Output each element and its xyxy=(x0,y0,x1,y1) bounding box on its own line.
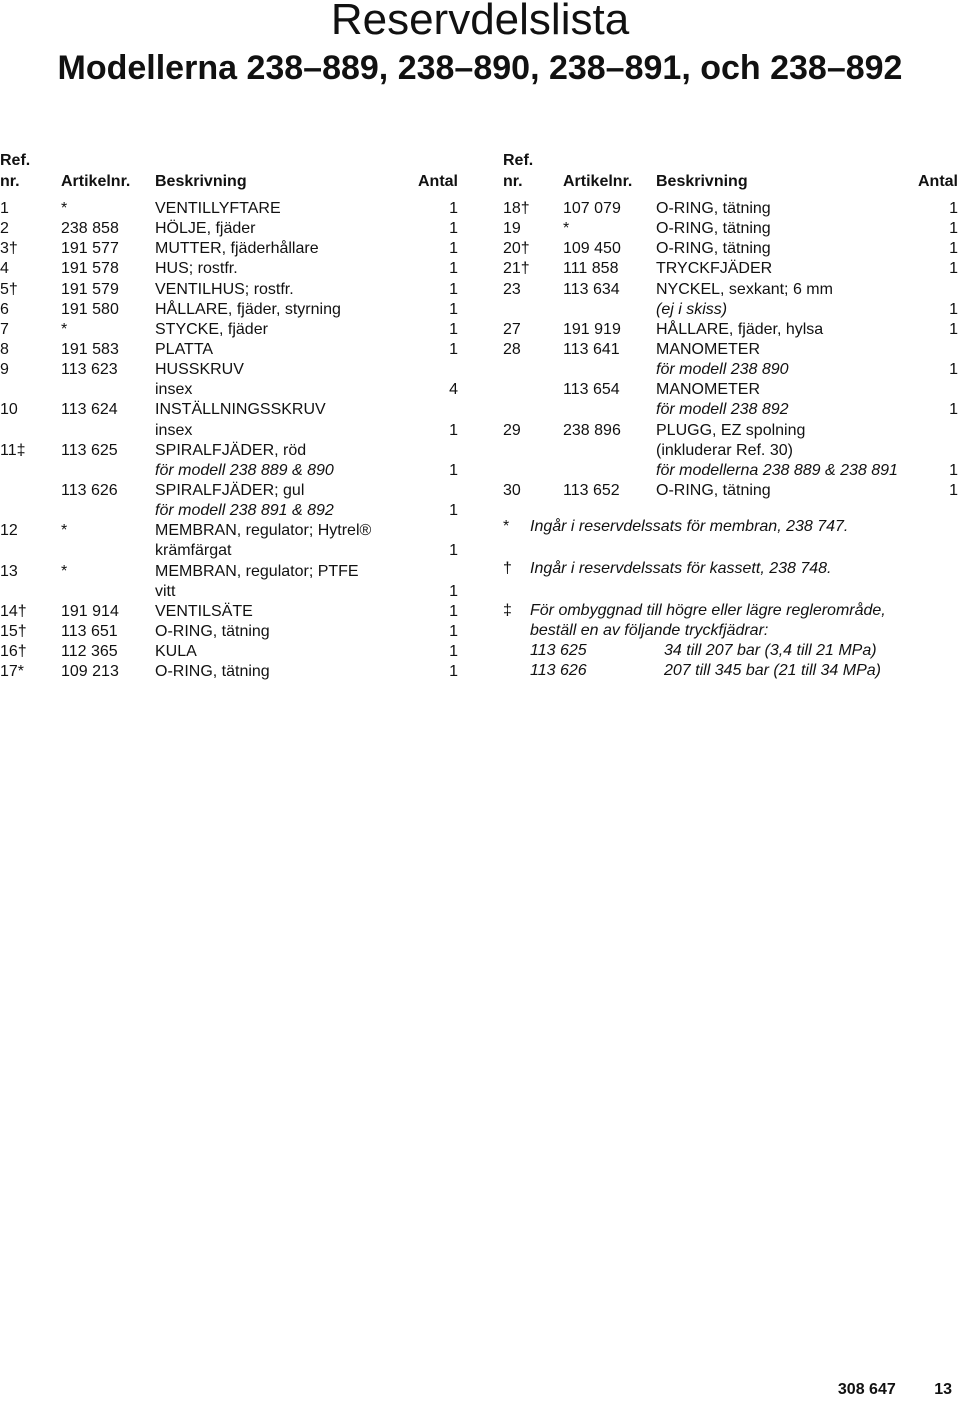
quantity-cell: 1 xyxy=(449,220,458,238)
ref-cell: 10 xyxy=(0,401,18,419)
description-cell: HUS; rostfr. xyxy=(155,260,238,278)
document-number: 308 647 xyxy=(837,1381,896,1398)
quantity-cell: 1 xyxy=(449,602,458,620)
article-number-cell: 113 652 xyxy=(563,481,620,499)
article-number-cell: * xyxy=(61,200,68,217)
article-number-cell: 109 213 xyxy=(61,663,119,681)
ref-cell: 20† xyxy=(503,240,530,258)
ref-cell: 11‡ xyxy=(0,441,26,459)
header-art: Artikelnr. xyxy=(61,173,131,190)
header-ref: Ref. xyxy=(503,152,534,169)
table-row xyxy=(503,239,960,259)
article-number-cell: 111 858 xyxy=(563,260,619,278)
article-number-cell: 113 624 xyxy=(61,401,118,419)
quantity-cell: 4 xyxy=(449,381,458,399)
article-number-cell: 191 914 xyxy=(61,602,119,620)
article-number-cell: 113 625 xyxy=(61,441,118,459)
table-row xyxy=(0,259,462,279)
description-cell: VENTILHUS; rostfr. xyxy=(155,280,294,298)
description-cell: SPIRALFJÄDER; gul xyxy=(155,481,305,499)
table-row xyxy=(503,320,960,340)
ref-cell: 3† xyxy=(0,240,18,258)
table-row xyxy=(0,421,462,441)
table-row xyxy=(503,421,960,441)
page-number: 13 xyxy=(934,1381,952,1398)
article-number-cell: 113 626 xyxy=(61,481,118,499)
quantity-cell: 1 xyxy=(949,260,958,278)
description-cell: MUTTER, fjäderhållare xyxy=(155,240,319,258)
description-cell: för modell 238 892 xyxy=(656,401,789,419)
ref-cell: 27 xyxy=(503,320,521,338)
description-cell: HÅLLARE, fjäder, hylsa xyxy=(656,320,824,338)
table-row xyxy=(0,441,462,461)
description-cell: HÅLLARE, fjäder, styrning xyxy=(155,300,341,318)
table-row xyxy=(0,461,462,481)
quantity-cell: 1 xyxy=(949,300,958,318)
table-row xyxy=(0,622,462,642)
table-row xyxy=(0,300,462,320)
description-cell: O-RING, tätning xyxy=(656,220,771,238)
description-cell: O-RING, tätning xyxy=(155,663,270,681)
description-cell: VENTILLYFTARE xyxy=(155,200,281,217)
ref-cell: 5† xyxy=(0,280,18,298)
description-cell: O-RING, tätning xyxy=(656,200,771,217)
quantity-cell: 1 xyxy=(949,361,958,379)
table-row xyxy=(0,562,462,582)
article-number-cell: 113 634 xyxy=(563,280,620,298)
table-row xyxy=(503,400,960,420)
table-row xyxy=(0,239,462,259)
table-row xyxy=(503,380,960,400)
header-nr: nr. xyxy=(0,173,20,190)
table-row xyxy=(0,541,462,561)
quantity-cell: 1 xyxy=(949,461,958,479)
article-number-cell: 109 450 xyxy=(563,240,621,258)
table-row xyxy=(0,642,462,662)
article-number-cell: 112 365 xyxy=(61,643,118,661)
quantity-cell: 1 xyxy=(949,320,958,338)
article-number-cell: 238 858 xyxy=(61,220,119,238)
table-row xyxy=(0,360,462,380)
ref-cell: 23 xyxy=(503,280,521,298)
article-number-cell: 191 579 xyxy=(61,280,119,298)
ref-cell: 9 xyxy=(0,361,9,379)
spring-option xyxy=(503,641,960,661)
header-desc: Beskrivning xyxy=(155,173,247,190)
description-cell: STYCKE, fjäder xyxy=(155,320,268,338)
table-row xyxy=(0,400,462,420)
ref-cell: 15† xyxy=(0,622,27,640)
ref-cell: 1 xyxy=(0,200,9,217)
header-nr: nr. xyxy=(503,173,523,190)
footnotes xyxy=(503,517,960,681)
article-number-cell: 191 583 xyxy=(61,340,119,358)
article-number-cell: * xyxy=(563,220,570,238)
table-row xyxy=(503,259,960,279)
article-number-cell: * xyxy=(61,320,68,338)
table-row xyxy=(0,380,462,400)
description-cell: MEMBRAN, regulator; Hytrel® xyxy=(155,522,372,540)
article-number-cell: * xyxy=(61,522,68,540)
table-row xyxy=(0,280,462,300)
ref-cell: 7 xyxy=(0,320,9,338)
ref-cell: 19 xyxy=(503,220,521,238)
quantity-cell: 1 xyxy=(949,220,958,238)
footnote-symbol: * xyxy=(503,518,510,535)
footnote-text: För ombyggnad till högre eller lägre reglerområde, xyxy=(530,602,886,619)
article-number-cell: 238 896 xyxy=(563,421,621,439)
description-cell: PLATTA xyxy=(155,340,214,358)
description-cell: VENTILSÄTE xyxy=(155,602,253,620)
table-row xyxy=(0,219,462,239)
footnote-symbol: ‡ xyxy=(503,602,512,619)
page-footer xyxy=(838,1381,952,1399)
header-desc: Beskrivning xyxy=(656,173,748,190)
article-number-cell: 191 919 xyxy=(563,320,621,338)
table-body xyxy=(503,199,960,501)
page-title: Reservdelslista xyxy=(330,0,630,44)
quantity-cell: 1 xyxy=(449,542,458,560)
table-row xyxy=(503,360,960,380)
description-cell: NYCKEL, sexkant; 6 mm xyxy=(656,280,833,298)
spring-range: 207 till 345 bar (21 till 34 MPa) xyxy=(664,662,881,679)
quantity-cell: 1 xyxy=(449,320,458,338)
table-row xyxy=(503,199,960,219)
description-cell: för modell 238 891 & 892 xyxy=(155,502,334,520)
description-cell: O-RING, tätning xyxy=(656,481,771,499)
footnote-text: beställ en av följande tryckfjädrar: xyxy=(530,622,769,639)
table-row xyxy=(0,521,462,541)
header-qty: Antal xyxy=(418,173,458,190)
table-row xyxy=(503,441,960,461)
article-number-cell: 107 079 xyxy=(563,200,621,217)
quantity-cell: 1 xyxy=(449,643,458,661)
table-row xyxy=(0,199,462,219)
description-cell: MANOMETER xyxy=(656,381,760,399)
header-ref: Ref. xyxy=(0,152,31,169)
quantity-cell: 1 xyxy=(449,461,458,479)
ref-cell: 17* xyxy=(0,663,25,681)
quantity-cell: 1 xyxy=(449,340,458,358)
description-cell: (inkluderar Ref. 30) xyxy=(656,441,793,459)
description-cell: SPIRALFJÄDER, röd xyxy=(155,441,307,459)
ref-cell: 13 xyxy=(0,562,18,580)
description-cell: HÖLJE, fjäder xyxy=(155,220,256,238)
footnote-ddagger-cont xyxy=(503,621,960,641)
ref-cell: 16† xyxy=(0,643,27,661)
article-number-cell: 191 577 xyxy=(61,240,119,258)
description-cell: KULA xyxy=(155,643,197,661)
ref-cell: 29 xyxy=(503,421,521,439)
description-cell: krämfärgat xyxy=(155,542,232,560)
quantity-cell: 1 xyxy=(949,200,958,217)
description-cell: TRYCKFJÄDER xyxy=(656,260,773,278)
quantity-cell: 1 xyxy=(449,240,458,258)
quantity-cell: 1 xyxy=(449,260,458,278)
table-body xyxy=(0,199,462,682)
table-row xyxy=(0,582,462,602)
table-row xyxy=(503,461,960,481)
description-cell: O-RING, tätning xyxy=(656,240,771,258)
ref-cell: 12 xyxy=(0,522,18,540)
description-cell: för modell 238 889 & 890 xyxy=(155,461,334,479)
footnote-ddagger xyxy=(503,601,960,621)
description-cell: vitt xyxy=(155,582,176,600)
table-row xyxy=(503,219,960,239)
table-row xyxy=(503,280,960,300)
ref-cell: 2 xyxy=(0,220,9,238)
ref-cell: 8 xyxy=(0,340,9,358)
quantity-cell: 1 xyxy=(449,502,458,520)
table-row xyxy=(0,481,462,501)
footnote-dagger xyxy=(503,559,960,579)
ref-cell: 4 xyxy=(0,260,9,278)
description-cell: MEMBRAN, regulator; PTFE xyxy=(155,562,359,580)
footnote-text: Ingår i reservdelssats för membran, 238 747. xyxy=(530,518,849,535)
quantity-cell: 1 xyxy=(449,200,458,217)
description-cell: för modellerna 238 889 & 238 891 xyxy=(656,461,898,479)
page-subtitle: Modellerna 238–889, 238–890, 238–891, och 238–892 xyxy=(57,49,903,87)
footnote-star xyxy=(503,517,960,537)
table-header xyxy=(0,150,462,194)
spring-code: 113 625 xyxy=(530,642,587,659)
header-art: Artikelnr. xyxy=(563,173,633,190)
spring-range: 34 till 207 bar (3,4 till 21 MPa) xyxy=(664,642,877,659)
ref-cell: 21† xyxy=(503,260,530,278)
quantity-cell: 1 xyxy=(949,481,958,499)
quantity-cell: 1 xyxy=(949,240,958,258)
quantity-cell: 1 xyxy=(449,421,458,439)
quantity-cell: 1 xyxy=(449,280,458,298)
article-number-cell: 113 641 xyxy=(563,340,620,358)
footnote-symbol: † xyxy=(503,560,512,577)
article-number-cell: 191 580 xyxy=(61,300,119,318)
description-cell: HUSSKRUV xyxy=(155,361,244,379)
table-row xyxy=(0,320,462,340)
ref-cell: 14† xyxy=(0,602,27,620)
quantity-cell: 1 xyxy=(449,582,458,600)
article-number-cell: 113 623 xyxy=(61,361,118,379)
description-cell: MANOMETER xyxy=(656,340,760,358)
table-row xyxy=(0,602,462,622)
table-row xyxy=(0,340,462,360)
description-cell: PLUGG, EZ spolning xyxy=(656,421,806,439)
ref-cell: 28 xyxy=(503,340,521,358)
description-cell: INSTÄLLNINGSSKRUV xyxy=(155,401,326,419)
quantity-cell: 1 xyxy=(949,401,958,419)
table-row xyxy=(0,662,462,682)
description-cell: insex xyxy=(155,381,193,399)
header-qty: Antal xyxy=(918,173,958,190)
table-row xyxy=(503,340,960,360)
spring-code: 113 626 xyxy=(530,662,587,679)
quantity-cell: 1 xyxy=(449,663,458,681)
article-number-cell: 113 654 xyxy=(563,381,620,399)
table-row xyxy=(0,501,462,521)
table-header xyxy=(503,150,960,194)
spring-option xyxy=(503,661,960,681)
table-row xyxy=(503,481,960,501)
description-cell: för modell 238 890 xyxy=(656,361,789,379)
description-cell: O-RING, tätning xyxy=(155,622,270,640)
article-number-cell: * xyxy=(61,562,68,580)
ref-cell: 30 xyxy=(503,481,521,499)
description-cell: (ej i skiss) xyxy=(656,300,728,318)
description-cell: insex xyxy=(155,421,193,439)
article-number-cell: 191 578 xyxy=(61,260,119,278)
quantity-cell: 1 xyxy=(449,622,458,640)
ref-cell: 18† xyxy=(503,200,530,217)
ref-cell: 6 xyxy=(0,300,9,318)
table-row xyxy=(503,300,960,320)
footnote-text: Ingår i reservdelssats för kassett, 238 748. xyxy=(530,560,832,577)
quantity-cell: 1 xyxy=(449,300,458,318)
article-number-cell: 113 651 xyxy=(61,622,118,640)
